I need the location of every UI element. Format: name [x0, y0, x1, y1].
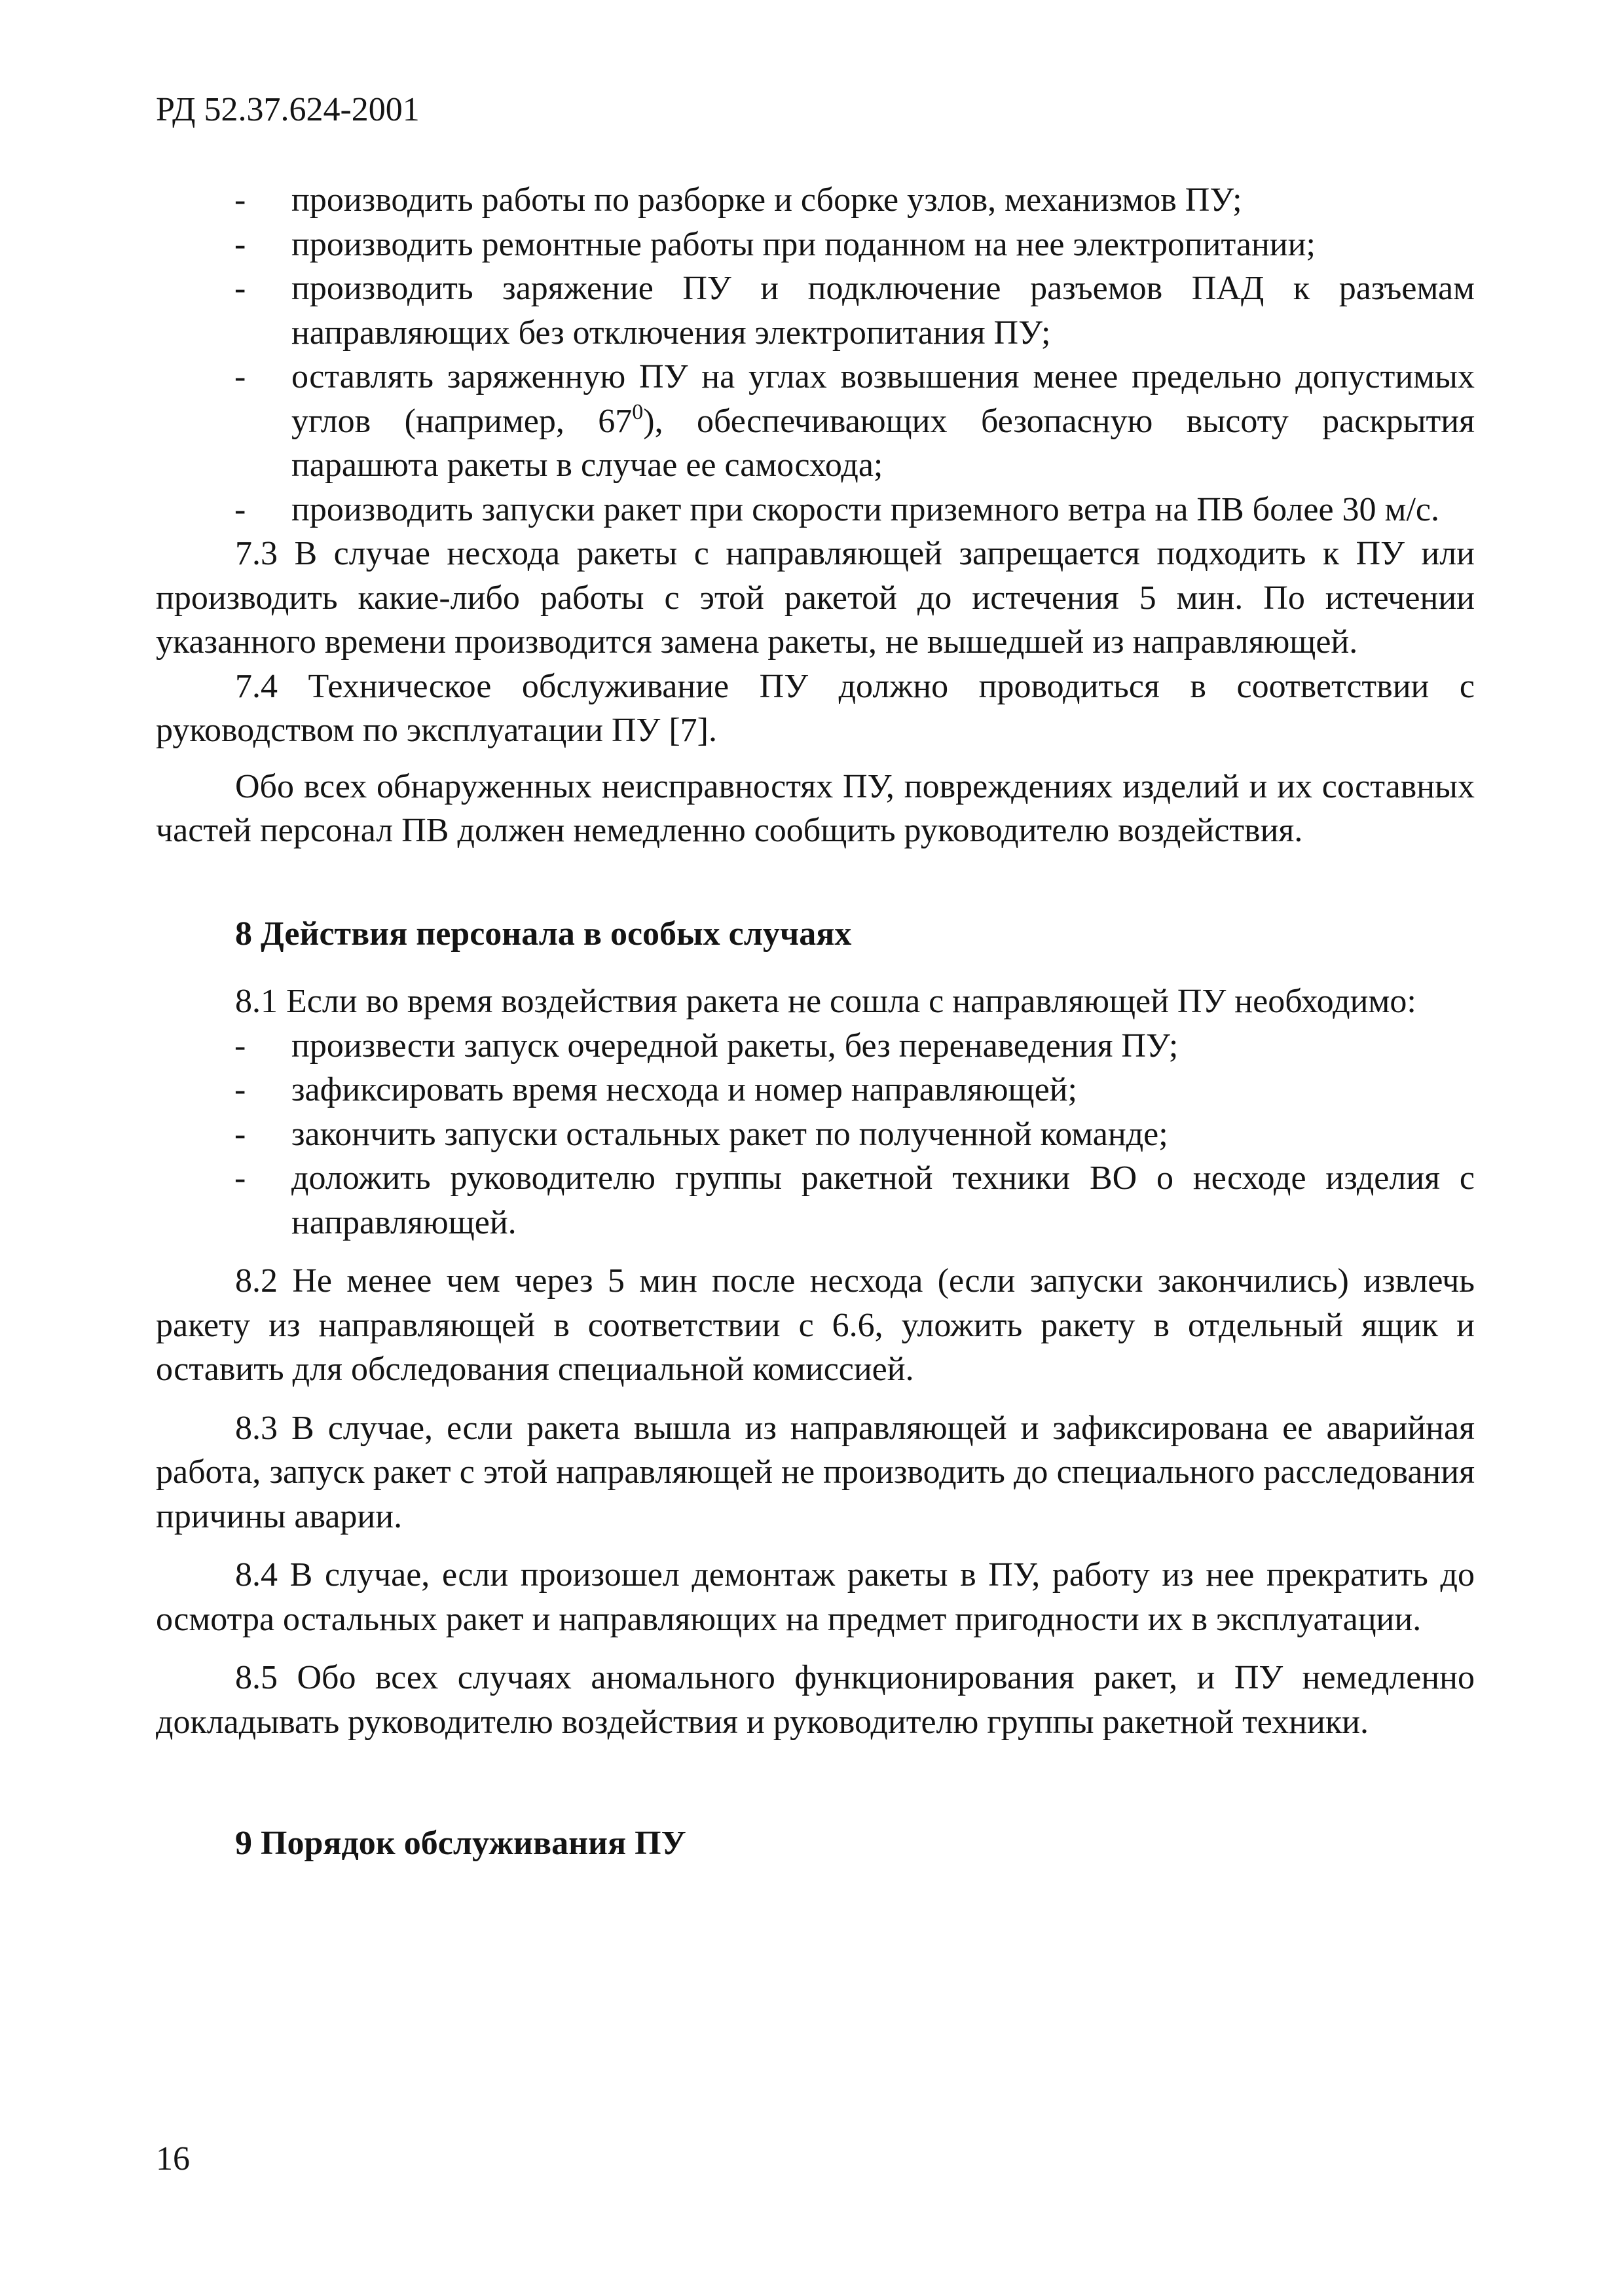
page-content — [156, 178, 1475, 1866]
dash-bullet: - — [234, 225, 246, 263]
dash-bullet: - — [234, 270, 246, 307]
list-item-text: производить работы по разборке и сборке узлов, механизмов ПУ; — [291, 181, 1242, 219]
dash-bullet: - — [234, 490, 246, 528]
dash-bullet: - — [234, 181, 246, 219]
paragraph-8-2: 8.2 Не менее чем через 5 мин после несхода (если запуски закончились) извлечь ракету из направляющей в соответствии с 6.6, уложить ракету в отдельный ящик и оставить для обследования специальной комиссией. — [156, 1262, 1475, 1388]
paragraph-8-3: 8.3 В случае, если ракета вышла из направляющей и зафиксирована ее аварийная работа, запуск ракет с этой направляющей не производить до специального расследования причины аварии. — [156, 1409, 1475, 1535]
list-item — [156, 1112, 1475, 1157]
list-item-text: закончить запуски остальных ракет по полученной команде; — [291, 1115, 1168, 1153]
list-item — [156, 488, 1475, 532]
page-number: 16 — [156, 2140, 190, 2178]
paragraph-8-4: 8.4 В случае, если произошел демонтаж ракеты в ПУ, работу из нее прекратить до осмотра остальных ракет и направляющих на предмет пригодности их в эксплуатации. — [156, 1556, 1475, 1638]
actions-list — [156, 1024, 1475, 1245]
dash-bullet: - — [234, 1115, 246, 1153]
dash-bullet: - — [234, 1071, 246, 1108]
list-item — [156, 178, 1475, 223]
list-item — [156, 355, 1475, 488]
paragraph-8-5: 8.5 Обо всех случаях аномального функционирования ракет, и ПУ немедленно докладывать руководителю воздействия и руководителю группы ракетной техники. — [156, 1659, 1475, 1741]
list-item — [156, 223, 1475, 267]
list-item-text: производить ремонтные работы при поданном на нее электропитании; — [291, 225, 1316, 263]
list-item-text: зафиксировать время несхода и номер направляющей; — [291, 1071, 1077, 1108]
prohibitions-list — [156, 178, 1475, 532]
list-item-text-part: оставлять заряженную ПУ на углах возвышения менее предельно допустимых углов (например, 67 — [291, 358, 1475, 440]
paragraph-7-4: 7.4 Техническое обслуживание ПУ должно проводиться в соответствии с руководством по эксплуатации ПУ [7]. — [156, 667, 1475, 749]
list-item — [156, 266, 1475, 355]
list-item-text: произвести запуск очередной ракеты, без перенаведения ПУ; — [291, 1027, 1179, 1065]
list-item-text-part: ), обеспечивающих безопасную высоту раскрытия парашюта ракеты в случае ее самосхода; — [291, 402, 1475, 484]
list-item — [156, 1024, 1475, 1068]
list-item-text: производить запуски ракет при скорости приземного ветра на ПВ более 30 м/с. — [291, 490, 1439, 528]
dash-bullet: - — [234, 1027, 246, 1065]
document-code-header: РД 52.37.624-2001 — [156, 91, 420, 128]
list-item-text: доложить руководителю группы ракетной техники ВО о несходе изделия с направляющей. — [291, 1159, 1475, 1241]
paragraph-7-3: 7.3 В случае несхода ракеты с направляющей запрещается подходить к ПУ или производить какие-либо работы с этой ракетой до истечения 5 мин. По истечении указанного времени производится замена ракеты, не вышедшей из направляющей. — [156, 535, 1475, 661]
list-item-text: производить заряжение ПУ и подключение разъемов ПАД к разъемам направляющих без отключения электропитания ПУ; — [291, 270, 1475, 352]
section-8-heading: 8 Действия персонала в особых случаях — [235, 915, 852, 953]
degree-superscript: 0 — [632, 399, 644, 424]
list-item — [156, 1156, 1475, 1245]
paragraph-7-4-notice: Обо всех обнаруженных неисправностях ПУ, повреждениях изделий и их составных частей персонал ПВ должен немедленно сообщить руководителю воздействия. — [156, 767, 1475, 849]
section-9-heading: 9 Порядок обслуживания ПУ — [235, 1825, 686, 1862]
list-item — [156, 1068, 1475, 1112]
dash-bullet: - — [234, 358, 246, 395]
paragraph-8-1: 8.1 Если во время воздействия ракета не сошла с направляющей ПУ необходимо: — [235, 983, 1416, 1020]
dash-bullet: - — [234, 1159, 246, 1197]
